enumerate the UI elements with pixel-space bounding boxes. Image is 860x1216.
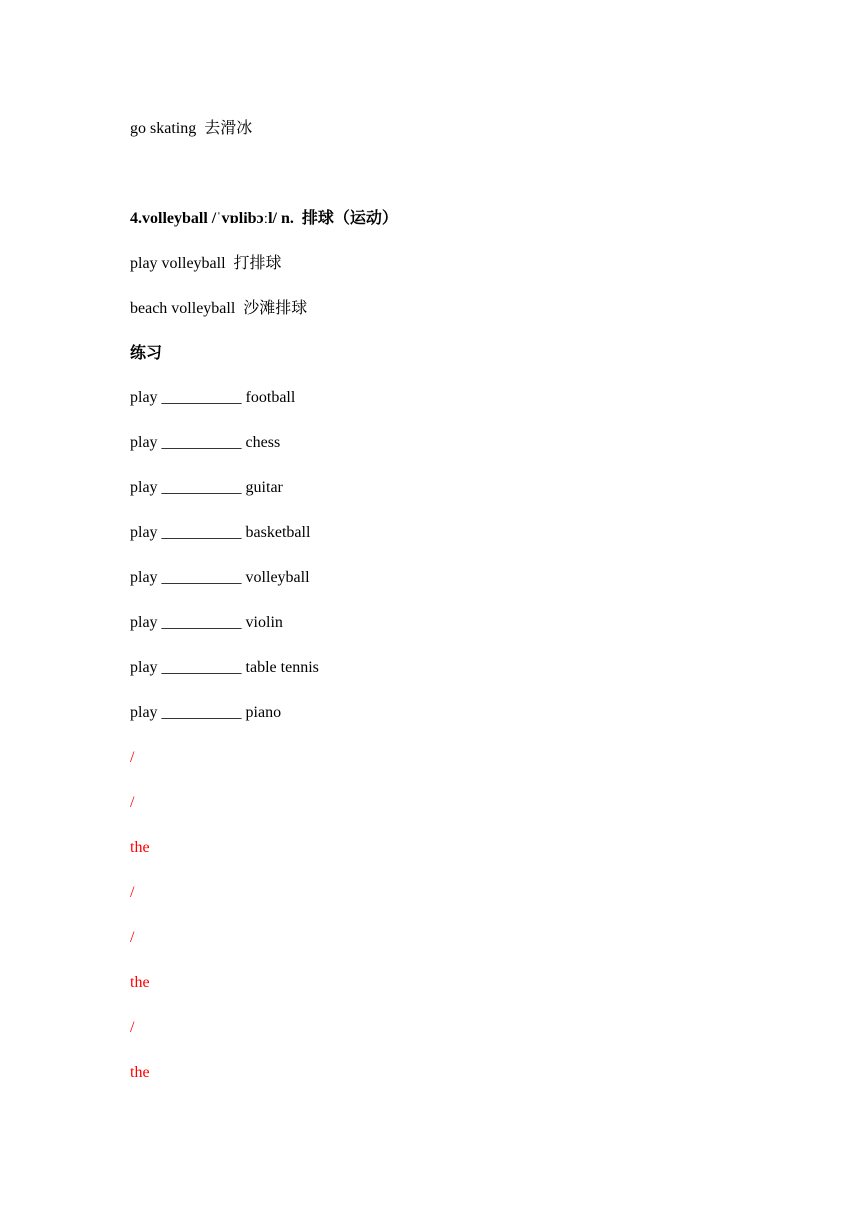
- phrase-zh: 去滑冰: [204, 118, 253, 137]
- phrase-play-volleyball: [130, 253, 282, 274]
- exercise-heading: 练习: [130, 343, 163, 362]
- answer: /: [130, 1019, 135, 1036]
- exercise-verb: play: [130, 389, 158, 406]
- phrase-zh: 打排球: [233, 253, 282, 272]
- exercise-object: chess: [245, 434, 281, 451]
- exercise-blank[interactable]: __________: [161, 569, 242, 586]
- phrase-zh: 沙滩排球: [243, 298, 308, 317]
- exercise-item: [130, 658, 319, 678]
- answer: /: [130, 794, 135, 811]
- exercise-blank[interactable]: __________: [161, 524, 242, 541]
- phrase-en: play volleyball: [130, 255, 226, 272]
- exercise-blank[interactable]: __________: [161, 479, 242, 496]
- exercise-verb: play: [130, 434, 158, 451]
- exercise-item: [130, 703, 281, 723]
- answer: /: [130, 884, 135, 901]
- phrase-go-skating: [130, 118, 252, 139]
- exercise-verb: play: [130, 614, 158, 631]
- exercise-verb: play: [130, 659, 158, 676]
- exercise-object: basketball: [245, 524, 311, 541]
- exercise-blank[interactable]: __________: [161, 704, 242, 721]
- exercise-blank[interactable]: __________: [161, 434, 242, 451]
- exercise-object: piano: [245, 704, 282, 721]
- exercise-item: [130, 388, 295, 408]
- exercise-verb: play: [130, 524, 158, 541]
- exercise-item: [130, 433, 280, 453]
- exercise-object: guitar: [245, 479, 283, 496]
- exercise-blank[interactable]: __________: [161, 389, 242, 406]
- exercise-blank[interactable]: __________: [161, 614, 242, 631]
- phrase-en: beach volleyball: [130, 300, 236, 317]
- exercise-object: volleyball: [245, 569, 310, 586]
- exercise-object: football: [245, 389, 296, 406]
- exercise-object: table tennis: [245, 659, 319, 676]
- answer: the: [130, 839, 150, 856]
- phrase-beach-volleyball: [130, 298, 307, 319]
- exercise-item: [130, 613, 283, 633]
- headword-gloss: 排球（运动）: [301, 208, 398, 227]
- exercise-verb: play: [130, 569, 158, 586]
- exercise-object: violin: [245, 614, 283, 631]
- exercise-verb: play: [130, 704, 158, 721]
- answer: the: [130, 974, 150, 991]
- phrase-en: go skating: [130, 120, 197, 137]
- exercise-item: [130, 523, 310, 543]
- headword: 4.volleyball /ˈvɒlibɔːl/ n.: [130, 210, 294, 227]
- exercise-blank[interactable]: __________: [161, 659, 242, 676]
- answer: the: [130, 1064, 150, 1081]
- answer: /: [130, 749, 135, 766]
- exercise-item: [130, 478, 283, 498]
- exercise-item: [130, 568, 310, 588]
- answer: /: [130, 929, 135, 946]
- exercise-verb: play: [130, 479, 158, 496]
- entry-headword: [130, 208, 398, 229]
